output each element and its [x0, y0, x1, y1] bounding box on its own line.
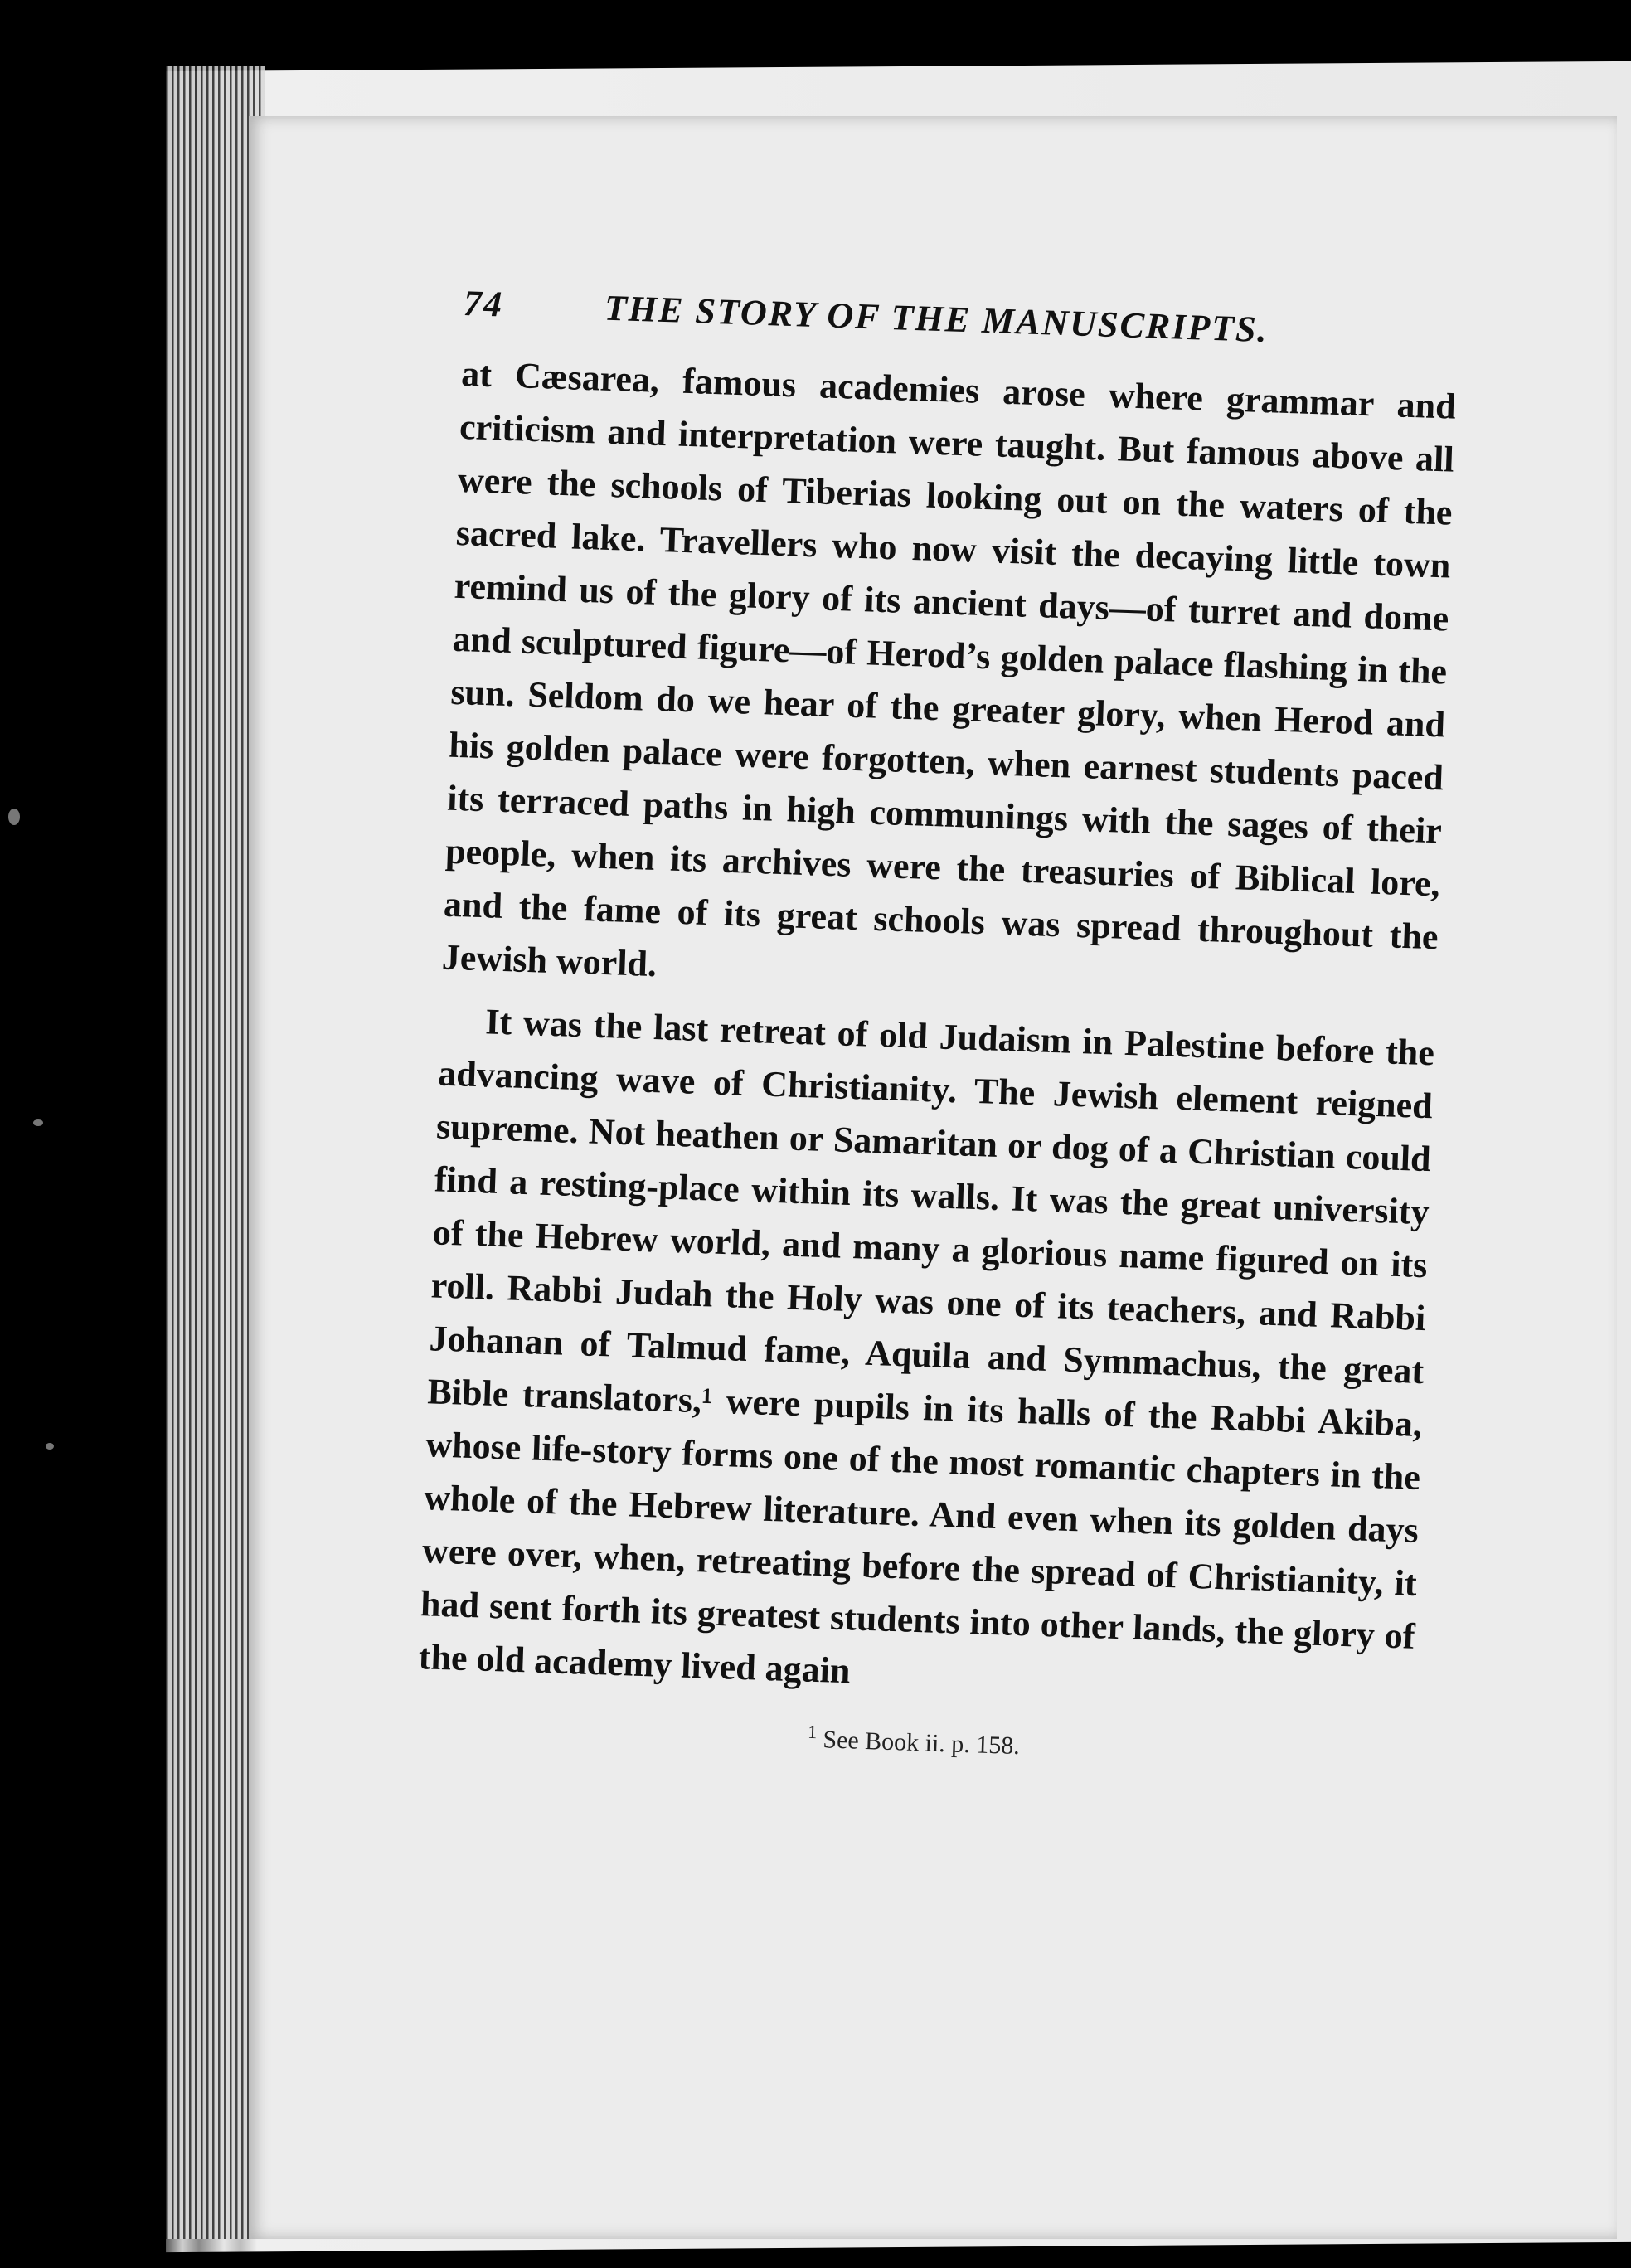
running-head-title: THE STORY OF THE MANUSCRIPTS.: [604, 287, 1269, 351]
page-number: 74: [463, 282, 504, 325]
footnote-mark: 1: [807, 1721, 818, 1743]
paragraph: It was the last retreat of old Judaism in Palestine before the advancing wave of Christianity. The Jewish element reigned supreme. Not heathen or Samaritan or dog of a Christian could find a resting-place within its walls. It was the great university of the Hebrew world, and many a glorious name figured on its roll. Rabbi Judah the Holy was one of its teachers, and Rabbi Johanan of Talmud fame, Aquila and Symmachus, the great Bible translators,¹ were pupils in its halls of the Rabbi Akiba, whose life-story forms one of the most romantic chapters in the whole of the Hebrew literature. And even when its golden days were over, when, retreating before the spread of Christianity, it had sent forth its greatest students into other lands, the glory of the old academy lived again: [418, 1001, 1435, 1692]
footnote-text: See Book ii. p. 158.: [822, 1726, 1021, 1760]
dust-speck: [8, 809, 20, 825]
dust-speck: [33, 1119, 43, 1126]
dust-speck: [46, 1443, 54, 1450]
page-text: [416, 282, 1459, 1774]
paragraph: at Cæsarea, famous academies arose where grammar and criticism and interpretation were taught. But famous above all were the schools of Tiberias looking out on the waters of the sacred lake. Travellers who now visit the decaying little town remind us of the glory of its ancient days—of turret and dome and sculptured figure—of Herod’s golden palace flashing in the sun. Seldom do we hear of the greater glory, when Herod and his golden palace were forgotten, when earnest students paced its terraced paths in high communings with the sages of their people, when its archives were the treasuries of Biblical lore, and the fame of its great schools was spread throughout the Jewish world.: [441, 352, 1457, 985]
